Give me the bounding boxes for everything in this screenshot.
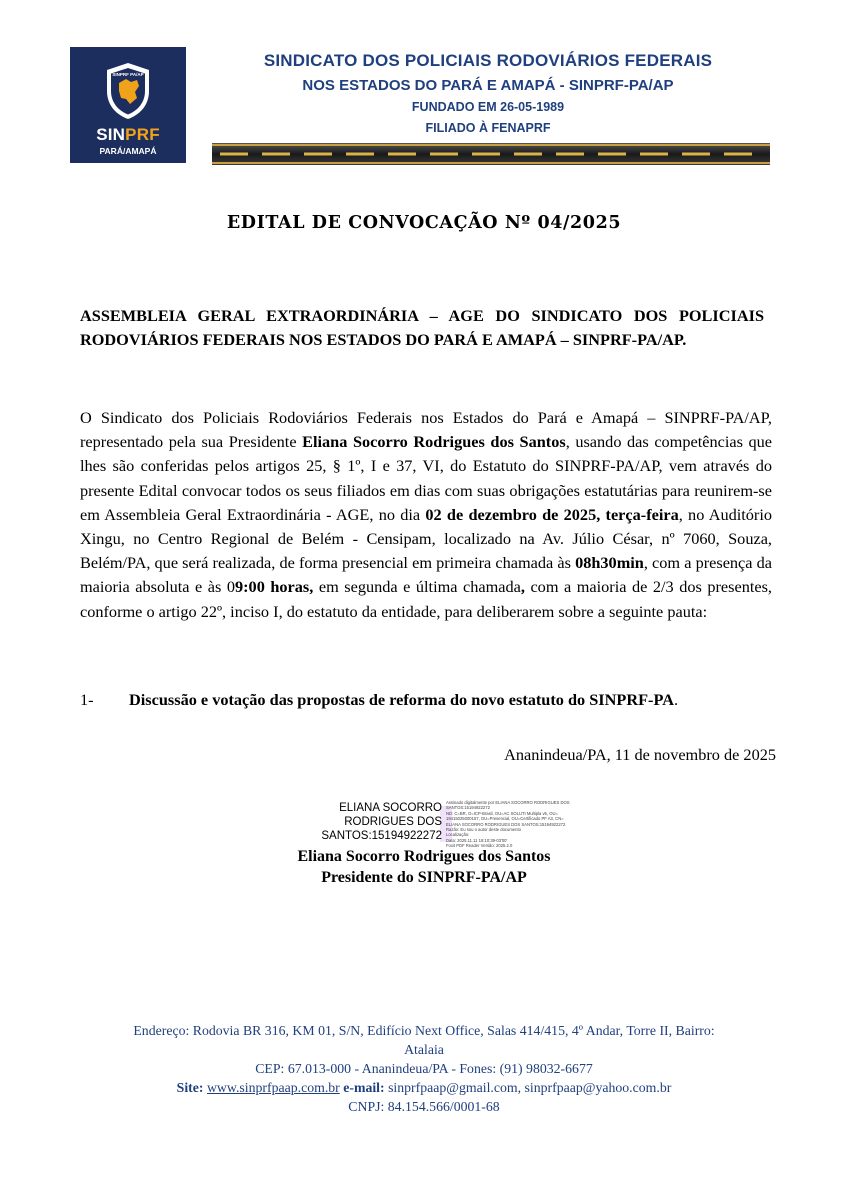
road-stripe-divider bbox=[212, 143, 770, 165]
signature-name-line: ELIANA SOCORRO bbox=[339, 802, 442, 814]
site-link[interactable]: www.sinprfpaap.com.br bbox=[206, 1080, 340, 1095]
signatory-name: Eliana Socorro Rodrigues dos Santos bbox=[297, 848, 551, 865]
email-addresses[interactable]: sinprfpaap@gmail.com, sinprfpaap@yahoo.com.br bbox=[388, 1080, 672, 1095]
header-line-3: FUNDADO EM 26-05-1989 bbox=[411, 100, 565, 114]
first-call-time: 08h30min bbox=[575, 553, 644, 573]
signatory-role: Presidente do SINPRF-PA/AP bbox=[321, 869, 527, 886]
stamp-line: Assinado digitalmente por ELIANA SOCORRO RODRIGUES DOS bbox=[446, 800, 570, 805]
sinprf-logo bbox=[70, 47, 186, 163]
logo-name-part1: SIN bbox=[96, 125, 126, 144]
header-line-4: FILIADO À FENAPRF bbox=[425, 121, 551, 135]
logo-name bbox=[70, 125, 186, 145]
stamp-line: ND: C=BR, O=ICP-Brasil, OU=AC SOLUTI Multipla v5, OU= bbox=[446, 810, 558, 816]
signature-name-line: RODRIGUES DOS bbox=[344, 816, 442, 828]
header-line-2: NOS ESTADOS DO PARÁ E AMAPÁ - SINPRF-PA/AP bbox=[302, 77, 674, 94]
footer bbox=[60, 1021, 788, 1116]
stamp-line: Localização: bbox=[446, 832, 470, 838]
second-call-time: 9:00 horas, bbox=[235, 577, 314, 597]
president-name: Eliana Socorro Rodrigues dos Santos bbox=[302, 432, 566, 452]
body-segment: em segunda e última chamada bbox=[313, 577, 521, 597]
meeting-date: 02 de dezembro de 2025, terça-feira bbox=[425, 504, 679, 524]
digital-signature-stamp bbox=[446, 800, 586, 849]
email-label: e-mail: bbox=[343, 1080, 385, 1095]
footer-cnpj: CNPJ: 84.154.566/0001-68 bbox=[348, 1099, 500, 1114]
body-segment: , com a presença da maioria absoluta e às 0 bbox=[80, 553, 773, 597]
stamp-line: ELIANA SOCORRO RODRIGUES DOS SANTOS:15194922272 bbox=[446, 821, 566, 827]
header-line-1: SINDICATO DOS POLICIAIS RODOVIÁRIOS FEDERAIS bbox=[263, 51, 713, 70]
body-bold-comma: , bbox=[520, 577, 525, 597]
agenda-item-text: Discussão e votação das propostas de reforma do novo estatuto do SINPRF-PA bbox=[129, 690, 674, 709]
signatory-block bbox=[0, 846, 848, 888]
place-and-date: Ananindeua/PA, 11 de novembro de 2025 bbox=[504, 745, 776, 764]
agenda-item-number: 1- bbox=[80, 690, 94, 709]
footer-address: Endereço: Rodovia BR 316, KM 01, S/N, Edifício Next Office, Salas 414/415, 4º Andar, Torre II, Bairro: bbox=[133, 1023, 715, 1038]
body-segment: O Sindicato dos Policiais Rodoviários Federais nos Estados do Pará e Amapá – SINPRF-PA/AP, representado pela sua Presidente bbox=[80, 408, 772, 452]
logo-emblem-text: SINPRF PA/AP bbox=[112, 72, 144, 77]
footer-contacts bbox=[60, 1078, 788, 1097]
footer-cep-phone: CEP: 67.013-000 - Ananindeua/PA - Fones: (91) 98032-6677 bbox=[255, 1061, 593, 1076]
stamp-line: SANTOS:15194922272 bbox=[446, 805, 490, 811]
body-segment: com a maioria de 2/3 dos presentes, conforme o artigo 22º, inciso I, do estatuto da entidade, para deliberarem sobre a seguinte pauta: bbox=[80, 577, 772, 621]
stamp-line: Foxit PDF Reader Versão: 2025.2.0 bbox=[446, 843, 513, 849]
logo-state: PARÁ/AMAPÁ bbox=[99, 146, 157, 156]
agenda-item bbox=[129, 690, 678, 710]
digital-signature-name bbox=[320, 801, 442, 843]
agenda-item-suffix: . bbox=[673, 690, 679, 709]
body-segment: , usando das competências que lhes são conferidas pelos artigos 25, § 1º, I e 37, VI, do Estatuto do SINPRF-PA/AP, vem através do presente Edital convocar todos os seus filiados em dias com suas obrigações estatutárias para reunirem-se em Assembleia Geral Extraordinária - AGE, no dia bbox=[80, 432, 773, 524]
assembly-heading: ASSEMBLEIA GERAL EXTRAORDINÁRIA – AGE DO SINDICATO DOS POLICIAIS RODOVIÁRIOS FEDERAIS NOS ESTADOS DO PARÁ E AMAPÁ – SINPRF-PA/AP. bbox=[80, 306, 764, 349]
stamp-line: 19415025000157, OU=Presencial, OU=Certificado PF A3, CN= bbox=[446, 816, 564, 822]
document-title: EDITAL DE CONVOCAÇÃO Nº 04/2025 bbox=[226, 213, 622, 233]
footer-address-district: Atalaia bbox=[404, 1042, 444, 1057]
shield-emblem-icon bbox=[104, 61, 152, 121]
logo-name-part2: PRF bbox=[125, 125, 160, 144]
site-label: Site: bbox=[176, 1080, 204, 1095]
body-segment: , no Auditório Xingu, no Centro Regional de Belém - Censipam, localizado na Av. Júlio César, nº 7060, Souza, Belém/PA, que será realizada, de forma presencial em primeira chamada às bbox=[80, 504, 773, 573]
stamp-line: Data: 2025.11.11 18:10:39-03'00' bbox=[446, 837, 508, 843]
stamp-line: Razão: Eu sou o autor deste documento bbox=[446, 827, 521, 833]
signature-name-line: SANTOS:15194922272 bbox=[321, 830, 442, 842]
convocation-paragraph bbox=[80, 406, 772, 624]
